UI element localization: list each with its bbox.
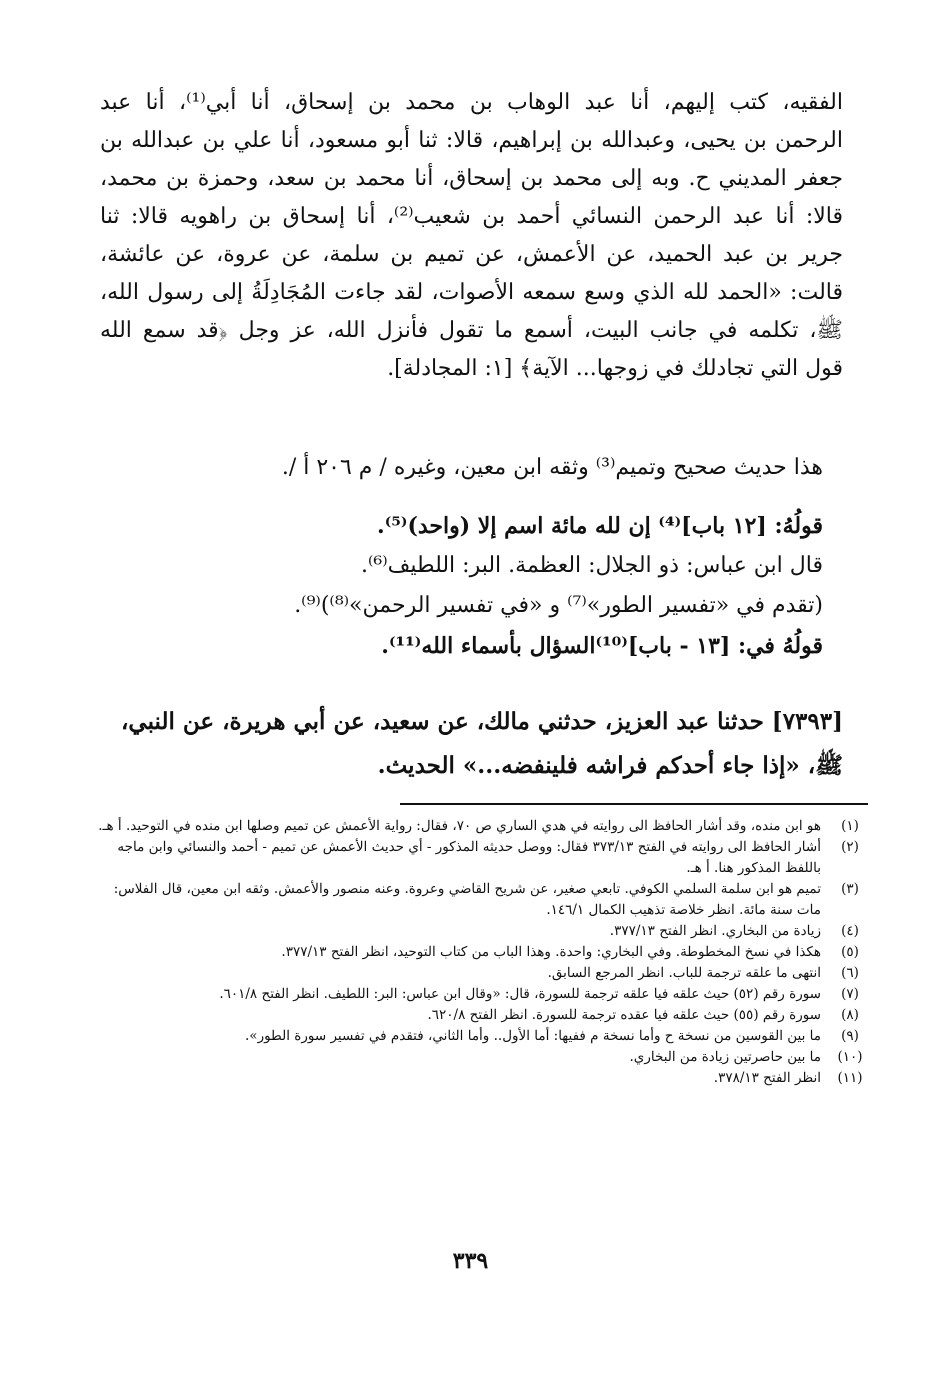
footnote: [92, 816, 879, 837]
footnote-text: أشار الحافظ الى روايته في الفتح ٣٧٣/١٣ فقال: ووصل حديثه المذكور - أي حديث الأعمش عن تميم - أحمد والنسائي وابن ماجه باللفظ المذكور هنا. أ هـ.: [117, 839, 821, 876]
footnote-number: (١١): [837, 1070, 863, 1086]
hadith-7393: [100, 700, 843, 788]
footnote-number: (٤): [841, 923, 859, 939]
footnote: [92, 942, 879, 963]
footnote: [92, 879, 879, 921]
main-line-7: ﷺ، تكلمه في جانب البيت، أسمع ما تقول فأنزل الله، عز وجل ﴿قد سمع الله: [100, 318, 843, 343]
footnote: [92, 921, 879, 942]
main-text: [100, 84, 843, 388]
footnote: [92, 1026, 879, 1047]
footnote: [92, 984, 879, 1005]
footnote-number: (٦): [841, 965, 859, 981]
main-line-4: قالا: أنا عبد الرحمن النسائي أحمد بن شعيب⁽²⁾، أنا إسحاق بن راهويه قالا: ثنا: [100, 204, 843, 229]
footnote-text: ما بين القوسين من نسخة ح وأما نسخة م ففيها: أما الأول.. وأما الثاني، فتقدم في تفسير سورة الطور».: [245, 1028, 821, 1044]
footnote-text: انتهى ما علقه ترجمة للباب. انظر المرجع السابق.: [547, 965, 821, 981]
hadith-line-2: ﷺ، «إذا جاء أحدكم فراشه فلينفضه...» الحديث.: [377, 752, 843, 779]
cross-reference: (تقدم في «تفسير الطور»⁽⁷⁾ و «في تفسير الرحمن»⁽⁸⁾)⁽⁹⁾.: [294, 593, 823, 618]
footnote-text: تميم هو ابن سلمة السلمي الكوفي. تابعي صغير، عن شريح القاضي وعروة. وعنه منصور والأعمش. وثقه ابن معين، قال الفلاس: مات سنة مائة. انظر خلاصة تذهيب الكمال ١٤٦/١.: [113, 881, 821, 918]
footnote-text: هكذا في نسخ المخطوطة. وفي البخاري: واحدة. وهذا الباب من كتاب التوحيد، انظر الفتح ٣٧٧/١٣.: [281, 944, 821, 960]
ibn-abbas-quote: قال ابن عباس: ذو الجلال: العظمة. البر: اللطيف⁽⁶⁾.: [360, 553, 823, 578]
chapter-heading-12: قولُهُ: [١٢ باب]⁽⁴⁾ إن لله مائة اسم إلا (واحد)⁽⁵⁾.: [377, 513, 823, 539]
main-line-6: قالت: «الحمد لله الذي وسع سمعه الأصوات، لقد جاءت المُجَادِلَةُ إلى رسول الله،: [100, 280, 843, 305]
footnote: [92, 963, 879, 984]
main-line-3: جعفر المديني ح. وبه إلى محمد بن إسحاق، أنا محمد بن سعد، وحمزة بن محمد،: [100, 166, 843, 191]
chapter-heading-13: قولُهُ في: [١٣ - باب]⁽¹⁰⁾السؤال بأسماء الله⁽¹¹⁾.: [381, 633, 823, 659]
chapter-headings: [150, 506, 823, 666]
footnote-number: (٧): [841, 986, 859, 1002]
footnote-number: (٢): [841, 839, 859, 855]
main-line-5: جرير بن عبد الحميد، عن الأعمش، عن تميم بن سلمة، عن عروة، عن عائشة،: [100, 242, 843, 267]
hadith-grade: هذا حديث صحيح وتميم⁽³⁾ وثقه ابن معين، وغيره / م ٢٠٦ أ /.: [281, 455, 823, 480]
footnote-text: هو ابن منده، وقد أشار الحافظ الى روايته في هدي الساري ص ٧٠، فقال: رواية الأعمش عن تميم وصلها ابن منده في التوحيد. أ هـ.: [98, 818, 821, 834]
footnote: [92, 1068, 879, 1089]
main-line-1: الفقيه، كتب إليهم، أنا عبد الوهاب بن محمد بن إسحاق، أنا أبي⁽¹⁾، أنا عبد: [100, 90, 843, 115]
footnote-number: (١): [841, 818, 859, 834]
footnote-text: سورة رقم (٥٢) حيث علقه فيا علقه ترجمة للسورة، قال: «وقال ابن عباس: البر: اللطيف. انظر الفتح ٦٠١/٨.: [219, 986, 821, 1002]
footnote-number: (٥): [841, 944, 859, 960]
footnote-text: زيادة من البخاري. انظر الفتح ٣٧٧/١٣.: [609, 923, 821, 939]
hadith-line-1: [٧٣٩٣] حدثنا عبد العزيز، حدثني مالك، عن سعيد، عن أبي هريرة، عن النبي،: [120, 708, 843, 735]
footnote-number: (٨): [841, 1007, 859, 1023]
footnote: [92, 837, 879, 879]
page-number: ٣٣٩: [452, 1248, 489, 1274]
footnote-number: (٩): [841, 1028, 859, 1044]
footnote-number: (١٠): [837, 1049, 863, 1065]
footnote-divider: [400, 803, 868, 805]
footnotes: [92, 816, 879, 1089]
footnote: [92, 1047, 879, 1068]
main-line-8: قول التي تجادلك في زوجها... الآية﴾ [١: المجادلة].: [387, 356, 843, 381]
footnote-text: ما بين حاصرتين زيادة من البخاري.: [629, 1049, 821, 1065]
footnote-number: (٣): [841, 881, 859, 897]
footnote-text: انظر الفتح ٣٧٨/١٣.: [713, 1070, 821, 1086]
footnote-text: سورة رقم (٥٥) حيث علقه فيا عقده ترجمة للسورة. انظر الفتح ٦٢٠/٨.: [427, 1007, 821, 1023]
main-line-2: الرحمن بن يحيى، وعبدالله بن إبراهيم، قالا: ثنا أبو مسعود، أنا علي بن عبدالله بن: [100, 128, 843, 153]
footnote: [92, 1005, 879, 1026]
